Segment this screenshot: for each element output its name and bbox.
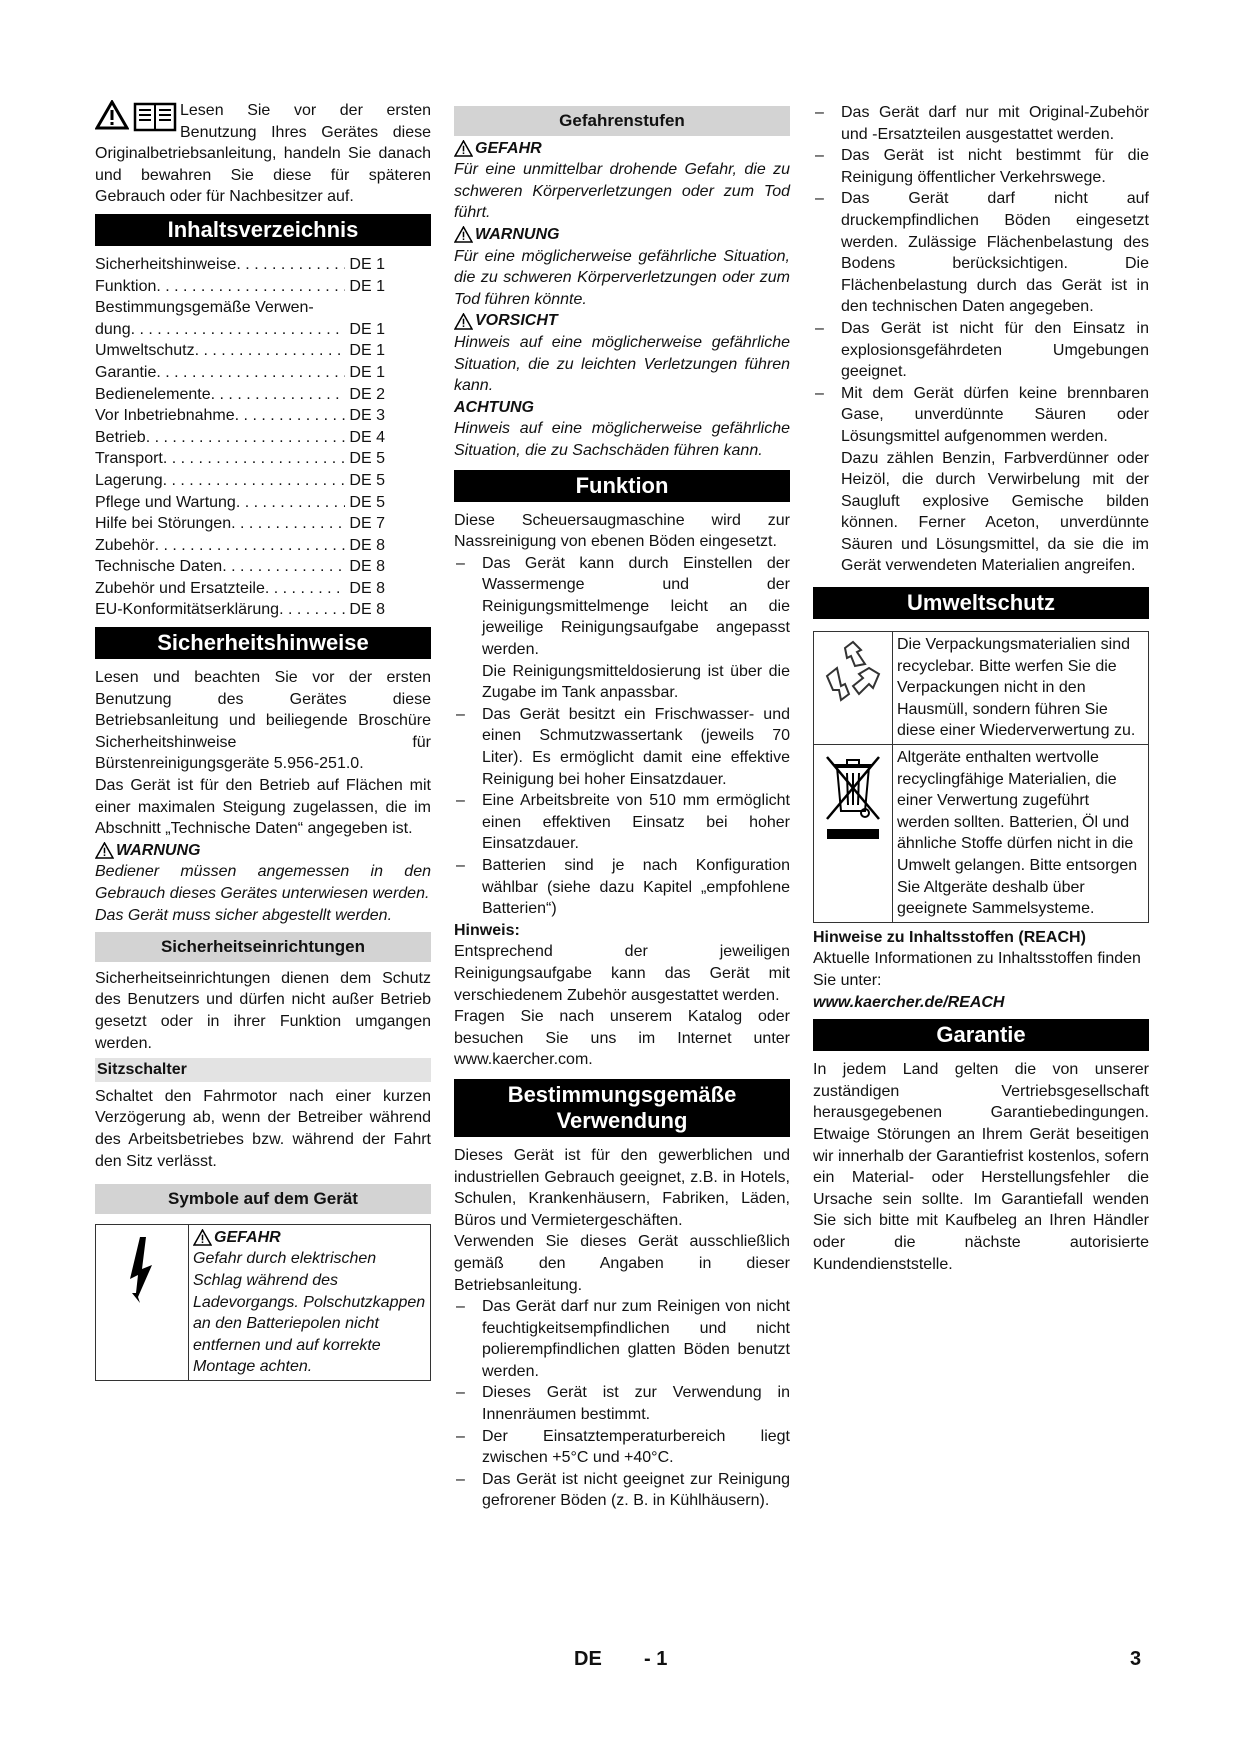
packaging-text: Die Verpackungsmaterialien sind recyclebar. Bitte werfen Sie die Verpackungen nicht in den Hausmüll, sondern führen Sie diese einer Wiederverwertung zu.: [893, 632, 1149, 745]
toc-row[interactable]: [95, 470, 431, 492]
list-item: – Das Gerät kann durch Einstellen der Wassermenge und der Reinigungsmittelmenge leicht an die jeweilige Reinigungsaufgabe angepasst werden. Die Reinigungsmitteldosierung ist über die Zugabe im Tank anpassbar.: [454, 553, 790, 704]
toc-row[interactable]: [95, 276, 431, 298]
toc-label: Pflege und Wartung: [95, 493, 236, 511]
toc-row[interactable]: [95, 513, 431, 535]
safety-warning-label: WARNUNG: [95, 840, 431, 862]
toc-label: Zubehör: [95, 536, 155, 554]
toc-row[interactable]: [95, 578, 431, 600]
toc-label: EU-Konformitätserklärung: [95, 601, 280, 619]
toc-row[interactable]: [95, 340, 431, 362]
toc-page: DE 8: [349, 579, 385, 597]
function-list: [454, 553, 790, 920]
warranty-text: In jedem Land gelten die von unserer zuständigen Vertriebsgesellschaft herausgegebenen Garantiebedingungen. Etwaige Störungen an Ihrem Gerät beseitigen wir innerhalb der Garantiefrist kostenlos, sofern ein Material- oder Herstellungsfehler die Ursache sein sollte. Im Garantiefall wenden Sie sich bitte mit Kaufbeleg an Ihren Händler oder die nächste autorisierte Kundendienststelle.: [813, 1061, 1149, 1273]
toc-row[interactable]: dung . . . DE 1: [95, 319, 431, 341]
caution-label: VORSICHT: [454, 310, 790, 332]
toc-page: DE 2: [349, 385, 385, 403]
toc-row[interactable]: [95, 492, 431, 514]
toc-page: DE 8: [349, 536, 385, 554]
reach-heading: Hinweise zu Inhaltsstoffen (REACH): [813, 928, 1086, 946]
footer-lang: DE: [574, 1648, 602, 1670]
toc-page: DE 4: [349, 428, 385, 446]
toc-label: Betrieb: [95, 428, 146, 446]
intro-text: Lesen Sie vor der ersten Benutzung Ihres Gerätes diese Originalbetriebsanleitung, handeln Sie danach und bewahren Sie diese für späteren Gebrauch oder für Nachbesitzer auf.: [95, 102, 431, 206]
list-item: – Das Gerät darf nicht auf druckempfindlichen Böden eingesetzt werden. Zulässige Flächenbelastung des Bodens berücksichtigen. Die Flächenbelastung durch das Gerät ist in den technischen Daten angegeben.: [813, 188, 1149, 318]
warning-label: WARNUNG: [454, 224, 790, 246]
usage-list-continued: [813, 102, 1149, 577]
toc-page: DE 7: [349, 515, 385, 533]
table-of-contents: [95, 254, 431, 621]
safety-heading: Sicherheitshinweise: [95, 627, 431, 659]
list-item: – Das Gerät darf nur mit Original-Zubehör und -Ersatzteilen ausgestattet werden.: [813, 102, 1149, 145]
toc-label: Garantie: [95, 363, 157, 381]
toc-page: DE 1: [349, 277, 385, 295]
toc-row[interactable]: [95, 599, 431, 621]
toc-row[interactable]: [95, 384, 431, 406]
warning-triangle-icon: [454, 140, 473, 157]
toc-page: DE 1: [349, 320, 385, 338]
intro-block: [95, 100, 431, 208]
list-item: – Eine Arbeitsbreite von 510 mm ermöglicht einen effektiven Einsatz bei hoher Einsatzdauer.: [454, 790, 790, 855]
toc-page: DE 1: [349, 342, 385, 360]
toc-page: DE 5: [349, 450, 385, 468]
toc-row[interactable]: [95, 405, 431, 427]
column-left: [95, 100, 431, 1391]
toc-row[interactable]: [95, 535, 431, 557]
seat-switch-text: Schaltet den Fahrmotor nach einer kurzen Verzögerung ab, wenn der Betreiber während des Arbeitsbetriebes bzw. während der Fahrt den Sitz verlässt.: [95, 1087, 431, 1170]
toc-label: Hilfe bei Störungen: [95, 515, 232, 533]
symbol-danger-text: Gefahr durch elektrischen Schlag während des Ladevorgangs. Polschutzkappen an den Batteriepolen nicht entfernen und auf korrekte Montage achten.: [193, 1250, 426, 1376]
manual-book-icon: [133, 100, 177, 132]
caution-text: Hinweis auf eine möglicherweise gefährliche Situation, die zu leichten Verletzungen führen kann.: [454, 333, 790, 395]
toc-row[interactable]: [95, 254, 431, 276]
list-item: – Batterien sind je nach Konfiguration wählbar (siehe dazu Kapitel „empfohlene Batterien“): [454, 855, 790, 920]
attention-text: Hinweis auf eine möglicherweise gefährliche Situation, die zu Sachschäden führen kann.: [454, 420, 790, 459]
column-right: [813, 102, 1149, 1275]
toc-page: DE 3: [349, 407, 385, 425]
warning-triangle-icon: [454, 226, 473, 243]
toc-page: DE 8: [349, 558, 385, 576]
list-item: – Das Gerät besitzt ein Frischwasser- und einen Schmutzwassertank (jeweils 70 Liter). Es ermöglicht damit eine effektive Reinigung bei hoher Einsatzdauer.: [454, 704, 790, 790]
safety-slope-text: Das Gerät ist für den Betrieb auf Flächen mit einer maximalen Steigung zugelassen, die im Abschnitt „Technische Daten“ angegeben ist.: [95, 777, 431, 838]
toc-row[interactable]: [95, 427, 431, 449]
toc-label: Umweltschutz: [95, 342, 195, 360]
symbols-heading: Symbole auf dem Gerät: [95, 1184, 431, 1214]
crossed-bin-icon: [821, 751, 885, 843]
toc-row[interactable]: [95, 448, 431, 470]
toc-page: DE 1: [349, 363, 385, 381]
safety-warning-text-2: Das Gerät muss sicher abgestellt werden.: [95, 906, 393, 924]
warning-triangle-icon: [95, 100, 129, 130]
toc-label: Sicherheitshinweise: [95, 255, 237, 273]
attention-label: ACHTUNG: [454, 398, 534, 416]
usage-text: Dieses Gerät ist für den gewerblichen und industriellen Gebrauch geeignet, z.B. in Hotels, Schulen, Krankenhäusern, Fabriken, Läden, Büros und Vermietergeschäften.: [454, 1146, 790, 1229]
list-item: – Mit dem Gerät dürfen keine brennbaren Gase, unverdünnte Säuren oder Lösungsmittel aufgenommen werden. Dazu zählen Benzin, Farbverdünner oder Heizöl, die durch Verwirbelung mit der Saugluft explosive Gemische bilden können. Ferner Aceton, unverdünnte Säuren und Lösungsmittel, da sie die im Gerät verwendeten Materialien angreifen.: [813, 383, 1149, 577]
function-heading: Funktion: [454, 470, 790, 502]
toc-label: Funktion: [95, 277, 157, 295]
note-text-2: Fragen Sie nach unserem Katalog oder besuchen Sie uns im Internet unter www.kaercher.com.: [454, 1008, 790, 1069]
toc-page: DE 8: [349, 601, 385, 619]
reach-link[interactable]: www.kaercher.de/REACH: [813, 993, 1005, 1011]
toc-row[interactable]: [95, 556, 431, 578]
symbol-danger-label: GEFAHR: [193, 1227, 426, 1249]
toc-label: Vor Inbetriebnahme: [95, 407, 235, 425]
safety-warning-text: Bediener müssen angemessen in den Gebrauch dieses Gerätes unterwiesen werden.: [95, 863, 431, 902]
danger-label: GEFAHR: [454, 138, 790, 160]
note-text: Entsprechend der jeweiligen Reinigungsaufgabe kann das Gerät mit verschiedenem Zubehör ausgestattet werden.: [454, 943, 790, 1004]
warning-text: Für eine möglicherweise gefährliche Situation, die zu schweren Körperverletzungen oder zum Tod führen könnte.: [454, 247, 790, 308]
note-label: Hinweis:: [454, 921, 520, 939]
seat-switch-heading: Sitzschalter: [95, 1058, 431, 1082]
warning-triangle-icon: [95, 842, 114, 859]
environment-table: [813, 631, 1149, 923]
toc-label: Transport: [95, 450, 163, 468]
warning-triangle-icon: [193, 1229, 212, 1246]
list-item: – Das Gerät darf nur zum Reinigen von nicht feuchtigkeitsempfindlichen und nicht polierempfindlichen glatten Böden benutzt werden.: [454, 1296, 790, 1382]
hazard-levels-heading: Gefahrenstufen: [454, 106, 790, 136]
usage-list: [454, 1296, 790, 1512]
safety-text: Lesen und beachten Sie vor der ersten Benutzung des Gerätes diese Betriebsanleitung und beiliegende Broschüre Sicherheitshinweise für Bürstenreinigungsgeräte 5.956-251.0.: [95, 669, 431, 773]
toc-page: DE 5: [349, 471, 385, 489]
recycle-icon: [821, 638, 885, 704]
warranty-heading: Garantie: [813, 1019, 1149, 1051]
list-item: – Das Gerät ist nicht bestimmt für die Reinigung öffentlicher Verkehrswege.: [813, 145, 1149, 188]
environment-heading: Umweltschutz: [813, 587, 1149, 619]
column-middle: [454, 100, 790, 1512]
toc-label: Bedienelemente: [95, 385, 211, 403]
symbol-table: [95, 1224, 431, 1381]
toc-label: Technische Daten: [95, 558, 223, 576]
list-item: – Das Gerät ist nicht geeignet zur Reinigung gefrorener Böden (z. B. in Kühlhäusern).: [454, 1469, 790, 1512]
toc-heading: Inhaltsverzeichnis: [95, 214, 431, 246]
electric-shock-icon: [128, 1235, 156, 1305]
toc-row[interactable]: [95, 362, 431, 384]
list-item: – Dieses Gerät ist zur Verwendung in Innenräumen bestimmt.: [454, 1382, 790, 1425]
old-devices-text: Altgeräte enthalten wertvolle recyclingfähige Materialien, die einer Verwertung zugeführt werden sollten. Batterien, Öl und ähnliche Stoffe dürfen nicht in die Umwelt gelangen. Bitte entsorgen Sie Altgeräte deshalb über geeignete Sammelsysteme.: [893, 745, 1149, 923]
warning-triangle-icon: [454, 313, 473, 330]
reach-text: Aktuelle Informationen zu Inhaltsstoffen finden Sie unter:: [813, 950, 1141, 989]
list-item: – Das Gerät ist nicht für den Einsatz in explosionsgefährdeten Umgebungen geeignet.: [813, 318, 1149, 383]
toc-row[interactable]: Bestimmungsgemäße Verwen-: [95, 299, 314, 317]
usage-heading: Bestimmungsgemäße Verwendung: [454, 1079, 790, 1137]
usage-text-2: Verwenden Sie dieses Gerät ausschließlich gemäß den Angaben in dieser Betriebsanleitung.: [454, 1233, 790, 1294]
list-item: – Der Einsatztemperaturbereich liegt zwischen +5°C und +40°C.: [454, 1426, 790, 1469]
function-intro: Diese Scheuersaugmaschine wird zur Nassreinigung von ebenen Böden eingesetzt.: [454, 511, 790, 551]
danger-text: Für eine unmittelbar drohende Gefahr, die zu schweren Körperverletzungen oder zum Tod führt.: [454, 161, 790, 222]
safety-devices-text: Sicherheitseinrichtungen dienen dem Schutz des Benutzers und dürfen nicht außer Betrieb gesetzt oder in ihrer Funktion umgangen werden.: [95, 969, 431, 1052]
page-number: 3: [1130, 1648, 1142, 1670]
toc-label: Lagerung: [95, 471, 163, 489]
toc-page: DE 1: [349, 255, 385, 273]
intro-icons: [95, 100, 178, 140]
toc-page: DE 5: [349, 493, 385, 511]
footer-page-ref: - 1: [644, 1648, 668, 1670]
safety-devices-heading: Sicherheitseinrichtungen: [95, 932, 431, 962]
toc-label: Zubehör und Ersatzteile: [95, 579, 265, 597]
